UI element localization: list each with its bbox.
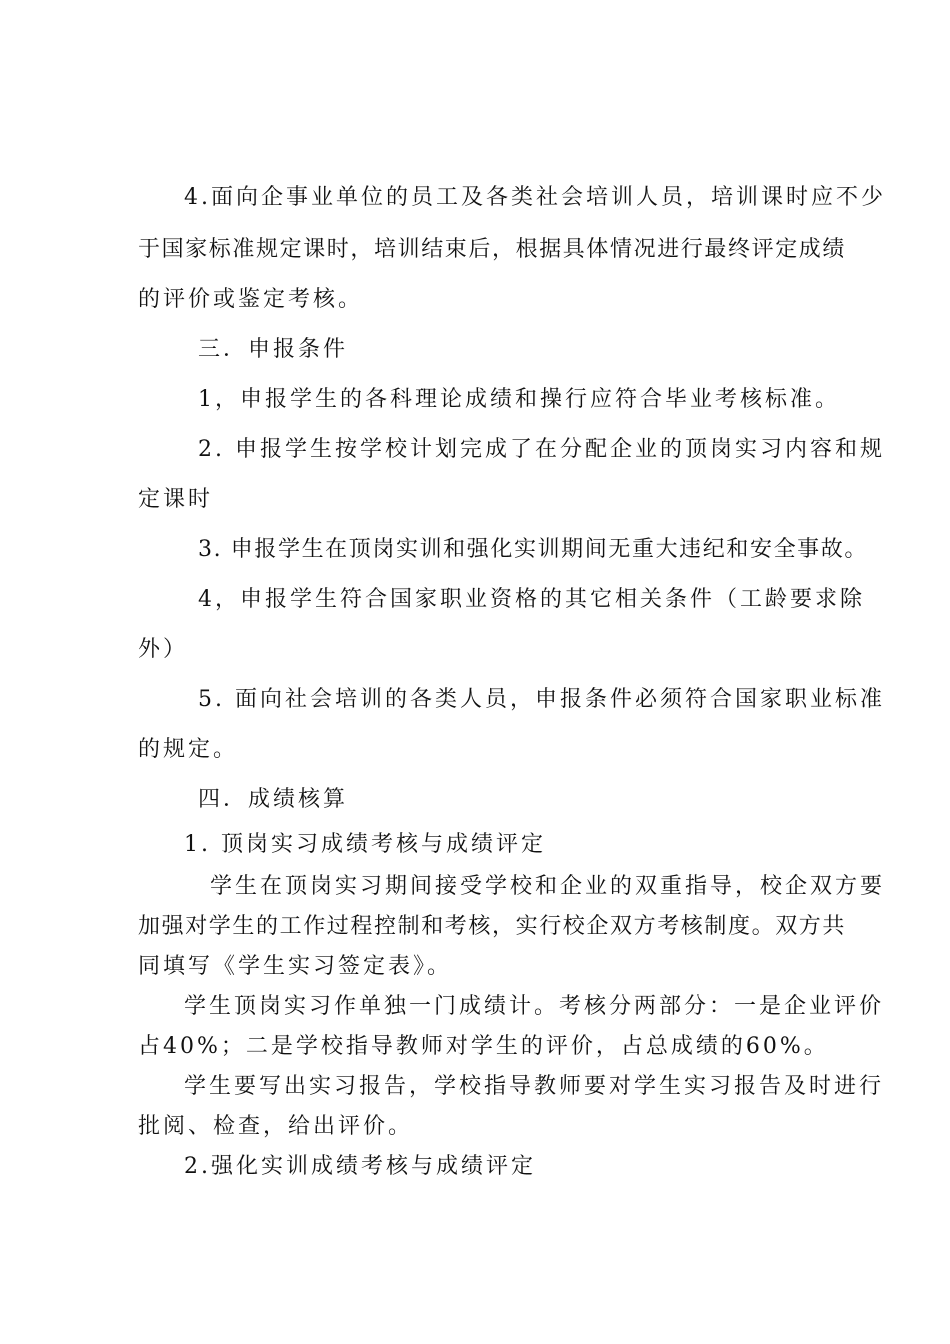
- condition-4-line-2: 外）: [138, 637, 189, 662]
- condition-1: 1，申报学生的各科理论成绩和操行应符合毕业考核标准。: [198, 387, 840, 412]
- paragraph-internship-line-3: 同填写《学生实习签定表》。: [138, 954, 453, 979]
- subsection-2-heading: 2.强化实训成绩考核与成绩评定: [184, 1154, 536, 1179]
- paragraph-4-line-1: 4.面向企事业单位的员工及各类社会培训人员，培训课时应不少: [184, 185, 886, 210]
- condition-5-line-1: 5. 面向社会培训的各类人员，申报条件必须符合国家职业标准: [198, 687, 885, 712]
- paragraph-report-line-2: 批阅、检查，给出评价。: [138, 1114, 414, 1139]
- paragraph-internship-line-2: 加强对学生的工作过程控制和考核，实行校企双方考核制度。双方共: [138, 914, 847, 939]
- condition-4-line-1: 4，申报学生符合国家职业资格的其它相关条件（工龄要求除: [198, 587, 865, 612]
- section-heading-4: 四．成绩核算: [198, 787, 349, 812]
- condition-3: 3. 申报学生在顶岗实训和强化实训期间无重大违纪和安全事故。: [198, 537, 868, 562]
- condition-2-line-2: 定课时: [138, 487, 214, 512]
- paragraph-report-line-1: 学生要写出实习报告，学校指导教师要对学生实习报告及时进行: [184, 1074, 885, 1099]
- paragraph-4-line-3: 的评价或鉴定考核。: [138, 287, 364, 312]
- paragraph-grading-line-2: 占40%；二是学校指导教师对学生的评价，占总成绩的60%。: [138, 1034, 829, 1059]
- section-heading-3: 三．申报条件: [198, 337, 349, 362]
- paragraph-grading-line-1: 学生顶岗实习作单独一门成绩计。考核分两部分：一是企业评价: [184, 994, 885, 1019]
- paragraph-4-line-2: 于国家标准规定课时，培训结束后，根据具体情况进行最终评定成绩: [138, 237, 847, 262]
- condition-2-line-1: 2. 申报学生按学校计划完成了在分配企业的顶岗实习内容和规: [198, 437, 885, 462]
- condition-5-line-2: 的规定。: [138, 737, 239, 762]
- subsection-1-heading: 1. 顶岗实习成绩考核与成绩评定: [184, 832, 546, 857]
- paragraph-internship-line-1: 学生在顶岗实习期间接受学校和企业的双重指导，校企双方要: [210, 874, 886, 899]
